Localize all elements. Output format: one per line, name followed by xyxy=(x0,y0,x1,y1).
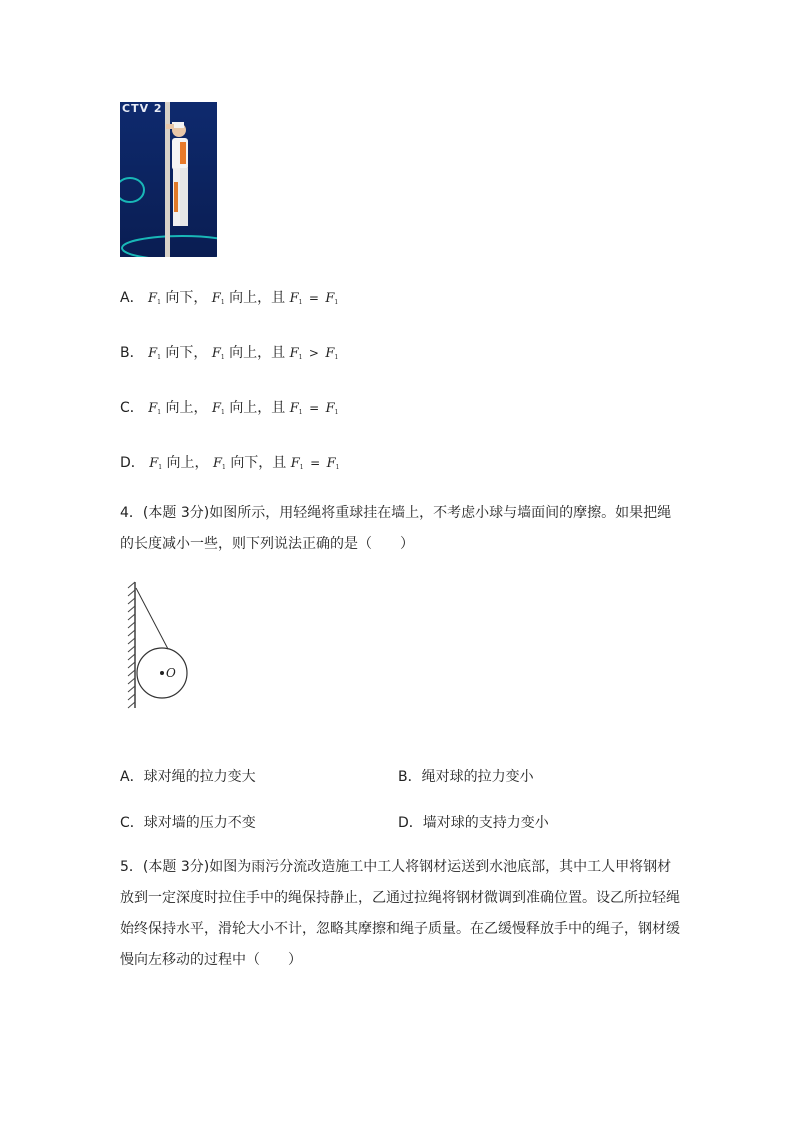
option-letter: C． xyxy=(120,400,144,416)
q4-option-d[interactable]: D．墙对球的支持力变小 xyxy=(398,815,549,831)
force-symbol: $F_1$ xyxy=(212,401,225,416)
q5-stem-line-4: 慢向左移动的过程中（ ） xyxy=(120,952,302,968)
force-symbol: $F_1$ xyxy=(289,291,303,306)
relation-symbol: = xyxy=(308,291,319,305)
relation-symbol: = xyxy=(309,401,320,415)
relation-symbol: > xyxy=(308,346,319,360)
force-symbol: $F_1$ xyxy=(148,346,161,361)
channel-watermark: CTV 2 xyxy=(122,102,163,115)
direction-text: 向下， xyxy=(165,345,208,361)
direction-text: 向上， xyxy=(165,400,208,416)
direction-text: 向上，且 xyxy=(229,400,286,416)
force-symbol: $F_1$ xyxy=(149,456,163,471)
q4-stem-line-2: 的长度减小一些，则下列说法正确的是（ ） xyxy=(120,536,414,552)
q4-option-b[interactable]: B．绳对球的拉力变小 xyxy=(398,769,534,785)
option-letter: B． xyxy=(120,345,144,361)
relation-symbol: = xyxy=(310,456,321,470)
force-symbol: $F_1$ xyxy=(325,346,339,361)
force-symbol: $F_1$ xyxy=(325,291,339,306)
force-symbol: $F_1$ xyxy=(290,456,304,471)
q3-option-c[interactable] xyxy=(120,398,338,423)
force-symbol: $F_1$ xyxy=(326,456,340,471)
pole-climber-photo xyxy=(120,102,217,257)
force-symbol: $F_1$ xyxy=(211,291,225,306)
wall-ball-svg xyxy=(126,580,196,712)
q5-stem-line-2: 放到一定深度时拉住手中的绳保持静止，乙通过拉绳将钢材微调到准确位置。设乙所拉轻绳 xyxy=(120,890,680,906)
q5-stem-line-3: 始终保持水平，滑轮大小不计，忽略其摩擦和绳子质量。在乙缓慢释放手中的绳子，钢材缓 xyxy=(120,921,680,937)
force-symbol: $F_1$ xyxy=(211,346,225,361)
force-symbol: $F_1$ xyxy=(325,401,339,416)
wall-ball-diagram xyxy=(126,580,196,712)
center-label-o: O xyxy=(166,666,176,680)
force-symbol: $F_1$ xyxy=(289,401,303,416)
q4-stem-line-1: 4．(本题 3分)如图所示，用轻绳将重球挂在墙上，不考虑小球与墙面间的摩擦。如果把绳 xyxy=(120,505,672,521)
direction-text: 向上，且 xyxy=(229,345,286,361)
q3-option-b[interactable] xyxy=(120,343,338,368)
pole-climber-illustration xyxy=(120,102,217,257)
option-letter: A． xyxy=(120,290,144,306)
force-symbol: $F_1$ xyxy=(289,346,303,361)
force-symbol: $F_1$ xyxy=(148,291,161,306)
q4-option-a[interactable]: A．球对绳的拉力变大 xyxy=(120,769,256,785)
force-symbol: $F_1$ xyxy=(213,456,226,471)
force-symbol: $F_1$ xyxy=(148,401,162,416)
direction-text: 向下，且 xyxy=(230,455,287,471)
q3-option-d[interactable] xyxy=(120,453,339,478)
q5-stem-line-1: 5．(本题 3分)如图为雨污分流改造施工中工人将钢材运送到水池底部，其中工人甲将钢材 xyxy=(120,859,672,875)
direction-text: 向上， xyxy=(166,455,209,471)
direction-text: 向上，且 xyxy=(229,290,286,306)
q3-option-a[interactable] xyxy=(120,288,338,313)
option-letter: D． xyxy=(120,455,145,471)
q4-option-c[interactable]: C．球对墙的压力不变 xyxy=(120,815,256,831)
direction-text: 向下， xyxy=(165,290,208,306)
